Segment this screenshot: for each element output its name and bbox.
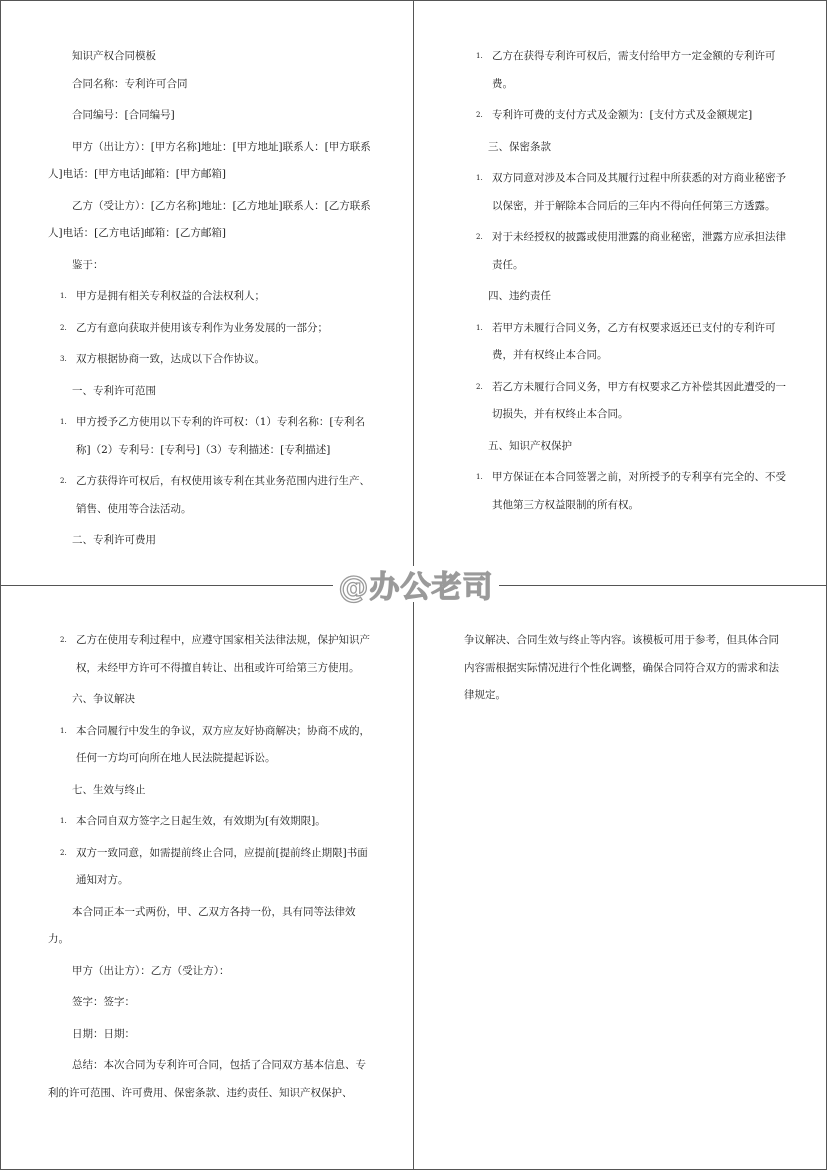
copies-clause: 本合同正本一式两份，甲、乙双方各持一份，具有同等法律效力。 (48, 905, 356, 945)
page-4 (464, 627, 789, 710)
item-number: 3. (60, 355, 67, 363)
item-text: 若甲方未履行合同义务，乙方有权要求返还已支付的专利许可费，并有权终止本合同。 (492, 321, 776, 361)
section-heading: 二、专利许可费用 (72, 534, 156, 546)
list-item (48, 468, 373, 523)
section-heading: 三、保密条款 (488, 140, 551, 153)
section-heading: 一、专利许可范围 (72, 384, 156, 397)
section-heading: 五、知识产权保护 (488, 439, 572, 452)
item-number: 1. (60, 418, 67, 426)
contract-name: 合同名称：专利许可合同 (72, 77, 188, 90)
contract-number: 合同编号：[合同编号] (72, 109, 175, 121)
list-item (48, 840, 373, 895)
item-number: 2. (60, 323, 67, 332)
summary-paragraph: 总结：本次合同为专利许可合同，包括了合同双方基本信息、专利的许可范围、许可费用、保密条款、违约责任、知识产权保护、 (48, 1059, 366, 1099)
page-3 (48, 627, 373, 1107)
item-number: 1. (476, 52, 483, 60)
item-number: 1. (60, 292, 67, 300)
list-item (464, 165, 789, 220)
item-text: 乙方获得许可权后，有权使用该专利在其业务范围内进行生产、销售、使用等合法活动。 (76, 475, 370, 515)
item-text: 甲方保证在本合同签署之前，对所授予的专利享有完全的、不受其他第三方权益限制的所有权。 (492, 471, 786, 511)
item-text: 甲方授予乙方使用以下专利的许可权：（1）专利名称：[专利名称]（2）专利号：[专利号]（3）专利描述：[专利描述] (76, 416, 366, 456)
item-number: 2. (60, 477, 67, 485)
list-item (464, 374, 789, 429)
section-heading: 六、争议解决 (72, 693, 135, 705)
item-number: 1. (60, 726, 67, 735)
parties-signature-line: 甲方（出让方）：乙方（受让方）： (72, 964, 230, 977)
watermark (333, 566, 499, 605)
item-number: 1. (476, 473, 483, 481)
item-number: 2. (60, 848, 67, 857)
sign-line: 签字：签字： (72, 996, 135, 1008)
item-text: 乙方有意向获取并使用该专利作为业务发展的一部分； (76, 321, 328, 334)
list-item (48, 627, 373, 682)
list-item (464, 464, 789, 519)
item-text: 双方根据协商一致，达成以下合作协议。 (76, 353, 265, 365)
list-item (464, 43, 789, 98)
list-item (48, 718, 373, 773)
item-text: 甲方是拥有相关专利权益的合法权利人； (76, 290, 265, 302)
summary-continuation: 争议解决、合同生效与终止等内容。该模板可用于参考，但具体合同内容需根据实际情况进行个性化调整，确保合同符合双方的需求和法律规定。 (464, 634, 779, 701)
item-text: 若乙方未履行合同义务，甲方有权要求乙方补偿其因此遭受的一切损失，并有权终止本合同。 (492, 380, 786, 420)
page-2 (464, 43, 789, 523)
watermark-text: @办公老司 (338, 570, 494, 605)
item-number: 2. (476, 382, 483, 391)
item-text: 双方一致同意，如需提前终止合同，应提前[提前终止期限]书面通知对方。 (76, 846, 368, 886)
list-item (464, 224, 789, 279)
item-number: 1. (476, 174, 483, 182)
party-b-info: 乙方（受让方）：[乙方名称]地址：[乙方地址]联系人：[乙方联系人]电话：[乙方电话]邮箱：[乙方邮箱] (48, 199, 371, 239)
item-text: 本合同自双方签字之日起生效，有效期为[有效期限]。 (76, 815, 326, 827)
page-1 (48, 43, 373, 559)
list-item (48, 283, 373, 311)
item-number: 1. (476, 323, 483, 332)
list-item (48, 346, 373, 374)
list-item (48, 409, 373, 464)
list-item (464, 315, 789, 370)
item-text: 本合同履行中发生的争议，双方应友好协商解决；协商不成的，任何一方均可向所在地人民法院提起诉讼。 (76, 724, 370, 764)
list-item (48, 315, 373, 343)
item-number: 2. (60, 636, 67, 644)
item-number: 1. (60, 817, 67, 825)
date-line: 日期：日期： (72, 1027, 135, 1040)
item-number: 2. (476, 233, 483, 241)
party-a-info: 甲方（出让方）：[甲方名称]地址：[甲方地址]联系人：[甲方联系人]电话：[甲方电话]邮箱：[甲方邮箱] (48, 140, 371, 180)
list-item (464, 102, 789, 130)
item-text: 专利许可费的支付方式及金额为：[支付方式及金额规定] (492, 109, 753, 121)
list-item (48, 808, 373, 836)
item-text: 乙方在获得专利许可权后，需支付给甲方一定金额的专利许可费。 (492, 50, 776, 90)
document-title: 知识产权合同模板 (72, 50, 156, 62)
section-heading: 四、违约责任 (488, 290, 551, 302)
section-heading: 七、生效与终止 (72, 783, 146, 796)
whereas-label: 鉴于： (72, 258, 104, 271)
item-number: 2. (476, 111, 483, 119)
item-text: 双方同意对涉及本合同及其履行过程中所获悉的对方商业秘密予以保密，并于解除本合同后的三年内不得向任何第三方透露。 (492, 172, 786, 212)
item-text: 对于未经授权的披露或使用泄露的商业秘密，泄露方应承担法律责任。 (492, 231, 786, 271)
item-text: 乙方在使用专利过程中，应遵守国家相关法律法规，保护知识产权，未经甲方许可不得擅自转让、出租或许可给第三方使用。 (76, 634, 370, 674)
